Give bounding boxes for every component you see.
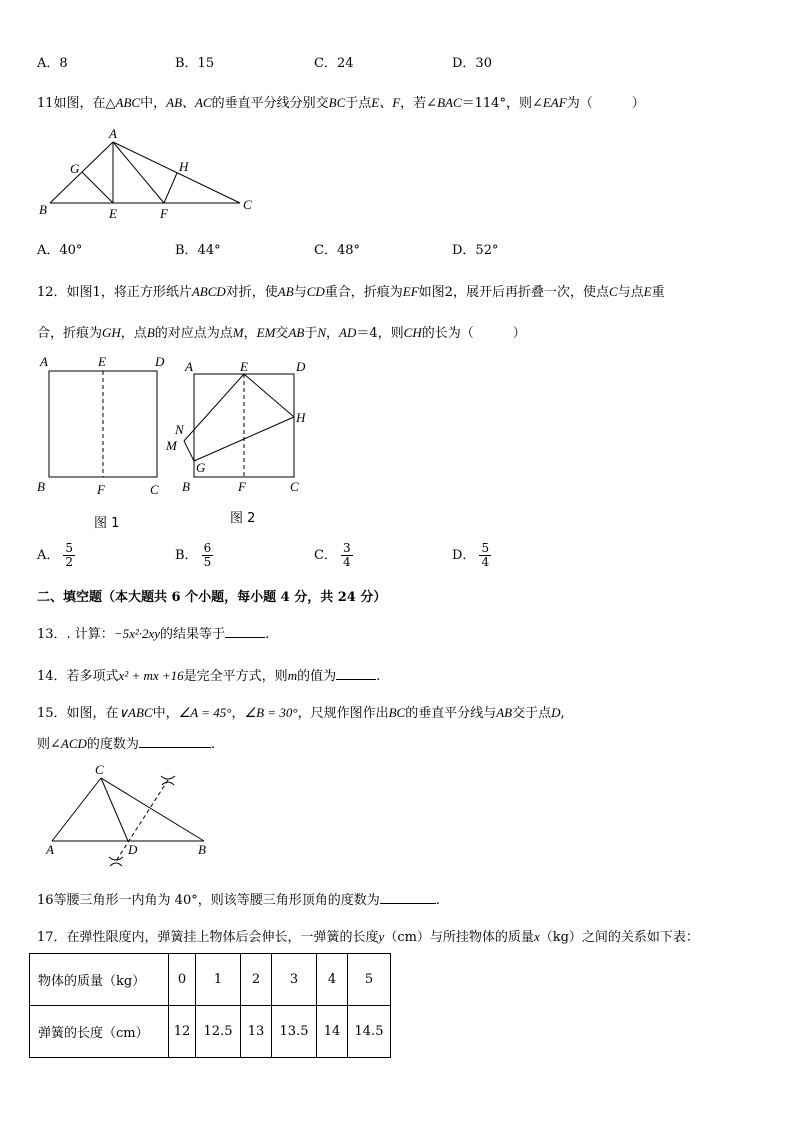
q12-fig2-caption: 图 2 — [230, 511, 256, 526]
table-cell: 5 — [348, 954, 391, 1006]
q11-option-d: D．52° — [452, 243, 499, 258]
q12-option-a-fraction: $\frac{5}{2}$ — [65, 541, 74, 569]
q15-segment-ac — [52, 778, 101, 841]
q12-fig1-label-e: E — [98, 354, 106, 369]
q11-option-b: B．44° — [175, 243, 221, 258]
table-row — [30, 954, 391, 1006]
q15-stem-line2: 则∠ACD的度数为 . — [37, 736, 216, 752]
table-cell: 1 — [196, 954, 241, 1006]
table-cell: 14.5 — [348, 1006, 391, 1058]
table-header-mass: 物体的质量（kg） — [30, 954, 169, 1006]
table-cell: 2 — [241, 954, 272, 1006]
q12-fig1-label-f: F — [97, 482, 105, 497]
table-row — [30, 1006, 391, 1058]
q12-fig2-segment-mg — [184, 441, 194, 461]
q11-label-c: C — [243, 197, 252, 212]
q11-option-a: A．40° — [37, 243, 83, 258]
q12-fig2-segment-eh — [244, 374, 294, 417]
table-cell: 12.5 — [196, 1006, 241, 1058]
q11-label-a: A — [109, 126, 117, 141]
q11-option-c: C．48° — [314, 243, 360, 258]
q12-fig2-label-c: C — [290, 479, 299, 494]
q12-fig2-label-m: M — [166, 438, 177, 453]
q14-answer-blank[interactable] — [336, 679, 376, 680]
q12-option-b: B． $\frac{6}{5}$ — [175, 541, 212, 569]
q12-fig1-caption: 图 1 — [94, 516, 120, 531]
q12-option-c: C． $\frac{3}{4}$ — [314, 541, 351, 569]
q11-segment-hf — [164, 173, 177, 203]
q11-figure — [30, 125, 270, 225]
q11-label-b: B — [39, 202, 47, 217]
q12-fig2-label-n: N — [175, 422, 184, 437]
q12-option-d-fraction: $\frac{5}{4}$ — [481, 541, 490, 569]
q15-answer-blank[interactable] — [139, 747, 211, 748]
q12-stem-line1: 12．如图1，将正方形纸片ABCD对折，使AB与CD重合，折痕为EF如图2，展开后再折叠一次，使点C与点E重 — [37, 284, 665, 300]
q15-label-a: A — [46, 842, 54, 857]
q15-arc-bottom-2 — [110, 863, 122, 866]
q10-option-c: C．24 — [314, 56, 354, 71]
q15-label-c: C — [95, 762, 104, 777]
q15-segment-cb — [101, 778, 204, 841]
q11-segment-ac — [113, 142, 240, 203]
q15-stem-line1: 15．如图，在∨ABC中，∠A = 45°，∠B = 30°，尺规作图作出BC的垂直平分线与AB交于点D, — [37, 705, 565, 721]
table-cell: 13.5 — [272, 1006, 317, 1058]
q17-table — [29, 953, 391, 1058]
q12-fig1-label-d: D — [155, 354, 165, 369]
q12-fig2-label-f: F — [238, 479, 246, 494]
q12-stem-line2: 合，折痕为GH，点B的对应点为点M，EM交AB于N，AD＝4，则CH的长为（ ） — [37, 325, 526, 341]
q12-option-a: A． $\frac{5}{2}$ — [37, 541, 74, 569]
q11-label-e: E — [109, 206, 117, 221]
table-cell: 12 — [169, 1006, 196, 1058]
q12-fig2-label-e: E — [240, 359, 248, 374]
q12-option-c-fraction: $\frac{3}{4}$ — [342, 541, 351, 569]
q11-label-f: F — [160, 206, 168, 221]
q13-answer-blank[interactable] — [225, 637, 265, 638]
q10-option-b: B．15 — [175, 56, 215, 71]
q12-option-d: D． $\frac{5}{4}$ — [452, 541, 490, 569]
q16-answer-blank[interactable] — [380, 903, 436, 904]
q12-fig2-label-h: H — [296, 410, 306, 425]
section-2-title: 二、填空题（本大题共 6 个小题，每小题 4 分，共 24 分） — [37, 590, 387, 605]
q15-arc-top-1 — [161, 776, 175, 779]
table-header-length: 弹簧的长度（cm） — [30, 1006, 169, 1058]
q12-option-b-fraction: $\frac{6}{5}$ — [203, 541, 212, 569]
table-cell: 14 — [317, 1006, 348, 1058]
q11-segment-af — [113, 142, 164, 203]
q15-arc-top-2 — [162, 782, 174, 785]
q11-label-h: H — [179, 159, 189, 174]
q12-fig1-label-c: C — [150, 482, 159, 497]
q11-segment-ge — [82, 172, 113, 203]
q12-fig2-label-d: D — [296, 359, 306, 374]
q12-fig2-label-b: B — [182, 479, 190, 494]
q14-stem: 14．若多项式x² + mx +16是完全平方式，则m的值为 . — [37, 668, 381, 684]
q10-option-a: A．8 — [37, 56, 68, 71]
q11-stem: 11如图，在△ABC中，AB、AC的垂直平分线分别交BC于点E、F，若∠BAC＝114°，则∠EAF为（ ） — [37, 95, 645, 111]
q12-fig2-segment-em — [184, 374, 244, 441]
q10-option-d: D．30 — [452, 56, 492, 71]
q15-arc-bottom-1 — [109, 857, 123, 860]
q12-fig2-label-g: G — [196, 460, 206, 475]
q12-fig2-label-a: A — [185, 359, 193, 374]
q16-stem: 16等腰三角形一内角为 40°，则该等腰三角形顶角的度数为 . — [37, 893, 440, 908]
q15-segment-cd — [101, 778, 128, 841]
q11-label-g: G — [70, 161, 80, 176]
q12-fig1-label-b: B — [37, 479, 45, 494]
q15-label-b: B — [198, 842, 206, 857]
table-cell: 3 — [272, 954, 317, 1006]
q17-stem: 17．在弹性限度内，弹簧挂上物体后会伸长，一弹簧的长度y（cm）与所挂物体的质量x（kg）之间的关系如下表： — [37, 929, 699, 945]
table-cell: 4 — [317, 954, 348, 1006]
table-cell: 13 — [241, 1006, 272, 1058]
q15-figure — [40, 760, 220, 870]
table-cell: 0 — [169, 954, 196, 1006]
q15-label-d: D — [128, 842, 138, 857]
q13-stem: 13．. 计算：−5x²·2xy的结果等于 . — [37, 626, 270, 642]
q12-figure-2 — [160, 350, 330, 530]
q12-figure-1 — [30, 350, 180, 535]
q12-fig1-label-a: A — [40, 354, 48, 369]
